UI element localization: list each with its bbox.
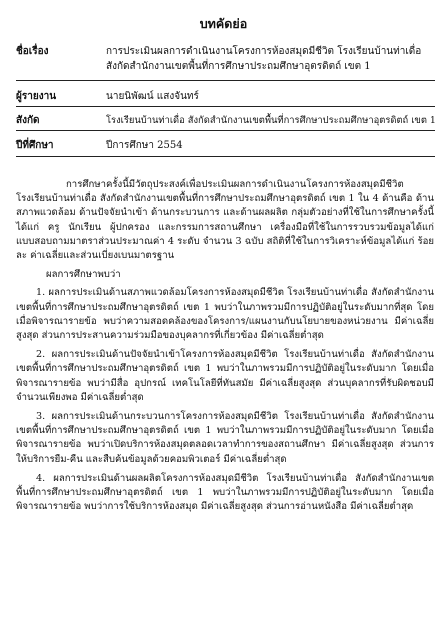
meta-subject	[16, 44, 436, 76]
divider	[16, 156, 435, 157]
result-item: 1. ผลการประเมินด้านสภาพแวดล้อมโครงการห้องสมุดมีชีวิต โรงเรียนบ้านท่าเดื่อ สังกัดสำนักงานเขตพื้นที่การศึกษาประถมศึกษาอุตรดิตถ์ เขต 1 พบว่าในภาพรวมมีการปฏิบัติอยู่ในระดับมากที่สุด โดยเมื่อพิจารณารายข้อ พบว่าความสอดคล้องของโครงการ/แผนงานกับนโยบายของหน่วยงาน มีค่าเฉลี่ยสูงสุด ส่วนการประสานความร่วมมือของบุคลากรที่เกี่ยวข้อง มีค่าเฉลี่ยต่ำสุด	[16, 287, 434, 342]
intro-paragraph: การศึกษาครั้งนี้มีวัตถุประสงค์เพื่อประเมินผลการดำเนินงานโครงการห้องสมุดมีชีวิต โรงเรียนบ้านท่าเดื่อ สังกัดสำนักงานเขตพื้นที่การศึกษาประถมศึกษาอุตรดิตถ์ เขต 1 ใน 4 ด้านคือ ด้านสภาพแวดล้อม ด้านปัจจัยนำเข้า ด้านกระบวนการ และด้านผลผลิต กลุ่มตัวอย่างที่ใช้ในการศึกษาครั้งนี้ได้แก่ ครู นักเรียน ผู้ปกครอง และกรรมการสถานศึกษา เครื่องมือที่ใช้ในการรวบรวมข้อมูลได้แก่ แบบสอบถามมาตราส่วนประมาณค่า 4 ระดับ จำนวน 3 ฉบับ สถิติที่ใช้ในการวิเคราะห์ข้อมูลได้แก่ ร้อยละ ค่าเฉลี่ยและส่วนเบี่ยงเบนมาตรฐาน	[16, 179, 434, 262]
subject-line-1: การประเมินผลการดำเนินงานโครงการห้องสมุดมีชีวิต โรงเรียนบ้านท่าเดื่อ	[106, 46, 422, 57]
year-label: ปีที่ศึกษา	[16, 140, 54, 151]
year-value: ปีการศึกษา 2554	[106, 140, 183, 151]
abstract-body	[16, 178, 434, 519]
researcher-value: นายนิพัฒน์ แสงจันทร์	[106, 91, 199, 102]
subject-label: ชื่อเรื่อง	[16, 46, 49, 57]
page-title: บทคัดย่อ	[199, 16, 248, 31]
result-item: 2. ผลการประเมินด้านปัจจัยนำเข้าโครงการห้องสมุดมีชีวิต โรงเรียนบ้านท่าเดื่อ สังกัดสำนักงานเขตพื้นที่การศึกษาประถมศึกษาอุตรดิตถ์ เขต 1 พบว่าในภาพรวมมีการปฏิบัติอยู่ในระดับมาก โดยเมื่อพิจารณารายข้อ พบว่ามีสื่อ อุปกรณ์ เทคโนโลยีที่ทันสมัย มีค่าเฉลี่ยสูงสุด ส่วนบุคลากรที่รับผิดชอบมีจำนวนเพียงพอ มีค่าเฉลี่ยต่ำสุด	[16, 349, 434, 403]
divider	[16, 130, 435, 131]
divider	[16, 106, 435, 107]
affiliation-label: สังกัด	[16, 115, 40, 126]
meta-researcher	[16, 89, 436, 105]
researcher-label: ผู้รายงาน	[16, 91, 57, 102]
results-heading: ผลการศึกษาพบว่า	[46, 269, 121, 281]
subject-value	[106, 44, 436, 74]
result-item: 3. ผลการประเมินด้านกระบวนการโครงการห้องสมุดมีชีวิต โรงเรียนบ้านท่าเดื่อ สังกัดสำนักงานเขตพื้นที่การศึกษาประถมศึกษาอุตรดิตถ์ เขต 1 พบว่าในภาพรวมมีการปฏิบัติอยู่ในระดับมาก โดยเมื่อพิจารณารายข้อ พบว่าเปิดบริการห้องสมุดตลอดเวลาทำการของสถานศึกษา มีค่าเฉลี่ยสูงสุด ส่วนการให้บริการยืม-คืน และสืบค้นข้อมูลด้วยคอมพิวเตอร์ มีค่าเฉลี่ยต่ำสุด	[16, 411, 434, 465]
affiliation-value	[106, 113, 436, 128]
subject-line-2: สังกัดสำนักงานเขตพื้นที่การศึกษาประถมศึกษาอุตรดิตถ์ เขต 1	[106, 61, 371, 72]
meta-year	[16, 138, 436, 154]
meta-affiliation	[16, 113, 436, 129]
affiliation-text: โรงเรียนบ้านท่าเดื่อ สังกัดสำนักงานเขตพื้นที่การศึกษาประถมศึกษาอุตรดิตถ์ เขต 1	[106, 115, 436, 126]
result-item: 4. ผลการประเมินด้านผลผลิตโครงการห้องสมุดมีชีวิต โรงเรียนบ้านท่าเดื่อ สังกัดสำนักงานเขตพื้นที่การศึกษาประถมศึกษาอุตรดิตถ์ เขต 1 พบว่าในภาพรวมมีการปฏิบัติอยู่ในระดับมาก โดยเมื่อพิจารณารายข้อ พบว่าการใช้บริการห้องสมุด มีค่าเฉลี่ยสูงสุด ส่วนการอ่านหนังสือ มีค่าเฉลี่ยต่ำสุด	[16, 472, 434, 513]
divider	[16, 80, 435, 81]
